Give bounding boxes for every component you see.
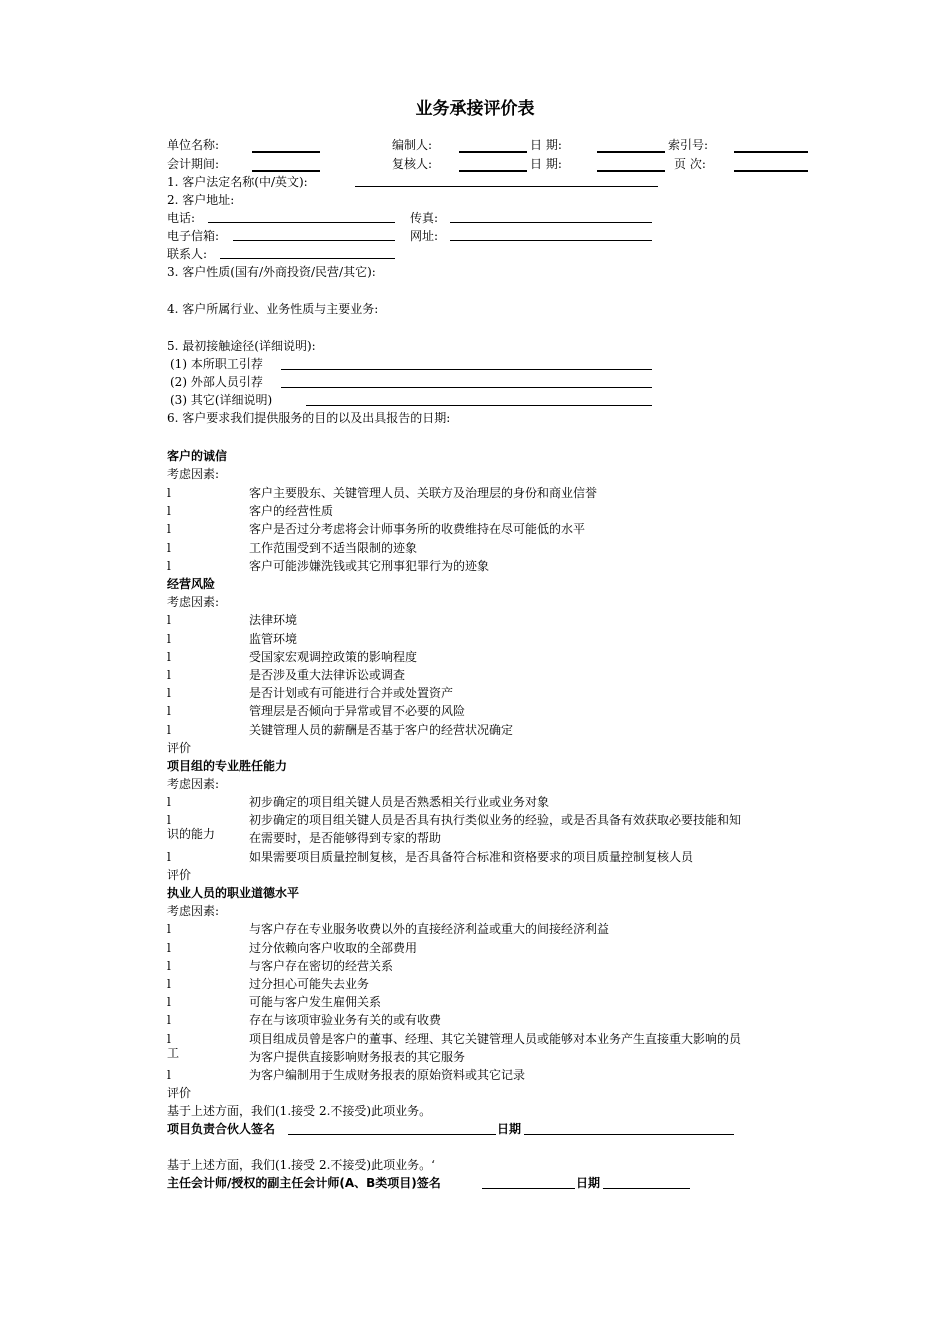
competence-item: 初步确定的项目组关键人员是否具有执行类似业务的经验，或是否具备有效获取必要技能和知 (249, 813, 742, 827)
risk-item: 是否涉及重大法律诉讼或调查 (249, 668, 406, 682)
index-no-label: 索引号: (668, 138, 709, 152)
ethics-item: 为客户提供直接影响财务报表的其它服务 (249, 1050, 466, 1064)
contact-label: 联系人: (167, 247, 208, 261)
period-field[interactable] (252, 170, 320, 172)
bullet: l (167, 959, 171, 973)
bullet: l (167, 795, 171, 809)
director-signature-field[interactable] (482, 1188, 575, 1189)
bullet: l (167, 541, 171, 555)
index-no-field[interactable] (734, 151, 808, 153)
contact-channel-label: 5. 最初接触途径(详细说明): (167, 339, 316, 353)
bullet: l (167, 1068, 171, 1082)
preparer-field[interactable] (459, 151, 527, 153)
page-field[interactable] (734, 170, 808, 172)
director-date-label: 日期 (576, 1176, 601, 1190)
channel-staff-label: (1) 本所职工引荐 (170, 357, 263, 371)
channel-other-label: (3) 其它(详细说明) (170, 393, 273, 407)
page-label: 页 次: (674, 157, 706, 171)
conclusion-text-1: 基于上述方面，我们(1.接受 2.不接受)此项业务。 (167, 1104, 432, 1118)
competence-item: 初步确定的项目组关键人员是否熟悉相关行业或业务对象 (249, 795, 550, 809)
bullet: l (167, 613, 171, 627)
period-label: 会计期间: (167, 157, 220, 171)
ethics-considerations: 考虑因素: (167, 904, 220, 918)
phone-label: 电话: (167, 211, 196, 225)
bullet: l (167, 723, 171, 737)
ethics-item: 可能与客户发生雇佣关系 (249, 995, 382, 1009)
preparer-label: 编制人: (392, 138, 433, 152)
website-field[interactable] (450, 240, 652, 241)
ethics-item: 与客户存在专业服务收费以外的直接经济利益或重大的间接经济利益 (249, 922, 610, 936)
email-field[interactable] (233, 240, 395, 241)
contact-field[interactable] (220, 258, 395, 259)
client-address-label: 2. 客户地址: (167, 193, 235, 207)
channel-external-label: (2) 外部人员引荐 (170, 375, 263, 389)
bullet: l (167, 650, 171, 664)
integrity-item: 客户是否过分考虑将会计师事务所的收费维持在尽可能低的水平 (249, 522, 586, 536)
director-signature-label: 主任会计师/授权的副主任会计师(A、B类项目)签名 (167, 1176, 441, 1190)
risk-item: 法律环境 (249, 613, 298, 627)
date-field-1[interactable] (597, 151, 665, 153)
bullet: l (167, 522, 171, 536)
integrity-item: 客户的经营性质 (249, 504, 334, 518)
date-field-2[interactable] (597, 170, 665, 172)
bullet: l (167, 486, 171, 500)
risk-item: 关键管理人员的薪酬是否基于客户的经营状况确定 (249, 723, 514, 737)
channel-staff-field[interactable] (281, 369, 652, 370)
bullet: l (167, 922, 171, 936)
service-purpose-label: 6. 客户要求我们提供服务的目的以及出具报告的日期: (167, 411, 451, 425)
phone-field[interactable] (208, 222, 395, 223)
bullet: l (167, 995, 171, 1009)
reviewer-label: 复核人: (392, 157, 433, 171)
bullet: l (167, 632, 171, 646)
bullet: l (167, 813, 171, 827)
risk-considerations: 考虑因素: (167, 595, 220, 609)
ethics-item: 项目组成员曾是客户的董事、经理、其它关键管理人员或能够对本业务产生直接重大影响的员 (249, 1032, 742, 1046)
integrity-considerations: 考虑因素: (167, 467, 220, 481)
partner-date-field[interactable] (524, 1134, 734, 1135)
bullet: l (167, 1013, 171, 1027)
partner-date-label: 日期 (497, 1122, 522, 1136)
ethics-item: 过分依赖向客户收取的全部费用 (249, 941, 418, 955)
client-name-field[interactable] (355, 186, 658, 187)
bullet: l (167, 668, 171, 682)
competence-considerations: 考虑因素: (167, 777, 220, 791)
competence-heading: 项目组的专业胜任能力 (167, 759, 288, 773)
unit-name-field[interactable] (252, 151, 320, 153)
partner-signature-field[interactable] (288, 1134, 496, 1135)
client-nature-label: 3. 客户性质(国有/外商投资/民营/其它): (167, 265, 376, 279)
website-label: 网址: (410, 229, 439, 243)
integrity-item: 工作范围受到不适当限制的迹象 (249, 541, 418, 555)
risk-item: 受国家宏观调控政策的影响程度 (249, 650, 418, 664)
bullet: l (167, 941, 171, 955)
fax-label: 传真: (410, 211, 439, 225)
channel-external-field[interactable] (281, 387, 652, 388)
ethics-item: 与客户存在密切的经营关系 (249, 959, 394, 973)
ethics-item: 为客户编制用于生成财务报表的原始资料或其它记录 (249, 1068, 526, 1082)
date-label-2: 日 期: (530, 157, 562, 171)
risk-item: 管理层是否倾向于异常或冒不必要的风险 (249, 704, 466, 718)
ethics-item-wrap: 工 (167, 1046, 180, 1060)
fax-field[interactable] (450, 222, 652, 223)
risk-item: 监管环境 (249, 632, 298, 646)
integrity-item: 客户主要股东、关键管理人员、关联方及治理层的身份和商业信誉 (249, 486, 598, 500)
client-name-label: 1. 客户法定名称(中/英文): (167, 175, 308, 189)
bullet: l (167, 504, 171, 518)
bullet: l (167, 850, 171, 864)
date-label-1: 日 期: (530, 138, 562, 152)
director-date-field[interactable] (603, 1188, 690, 1189)
bullet: l (167, 559, 171, 573)
client-industry-label: 4. 客户所属行业、业务性质与主要业务: (167, 302, 379, 316)
risk-evaluation: 评价 (167, 741, 192, 755)
page-title: 业务承接评价表 (415, 99, 535, 119)
competence-item-wrap: 识的能力 (167, 827, 216, 841)
bullet: l (167, 686, 171, 700)
partner-signature-label: 项目负责合伙人签名 (167, 1122, 276, 1136)
conclusion-text-2: 基于上述方面，我们(1.接受 2.不接受)此项业务。‘ (167, 1158, 435, 1172)
ethics-heading: 执业人员的职业道德水平 (167, 886, 300, 900)
bullet: l (167, 704, 171, 718)
risk-heading: 经营风险 (167, 577, 216, 591)
bullet: l (167, 977, 171, 991)
bullet: l (167, 1032, 171, 1046)
unit-name-label: 单位名称: (167, 138, 220, 152)
integrity-heading: 客户的诚信 (167, 449, 228, 463)
competence-item: 在需要时，是否能够得到专家的帮助 (249, 831, 442, 845)
competence-item: 如果需要项目质量控制复核，是否具备符合标准和资格要求的项目质量控制复核人员 (249, 850, 694, 864)
integrity-item: 客户可能涉嫌洗钱或其它刑事犯罪行为的迹象 (249, 559, 490, 573)
email-label: 电子信箱: (167, 229, 220, 243)
ethics-item: 存在与该项审验业务有关的或有收费 (249, 1013, 442, 1027)
ethics-item: 过分担心可能失去业务 (249, 977, 370, 991)
risk-item: 是否计划或有可能进行合并或处置资产 (249, 686, 454, 700)
ethics-evaluation: 评价 (167, 1086, 192, 1100)
competence-evaluation: 评价 (167, 868, 192, 882)
reviewer-field[interactable] (459, 170, 527, 172)
channel-other-field[interactable] (306, 405, 652, 406)
